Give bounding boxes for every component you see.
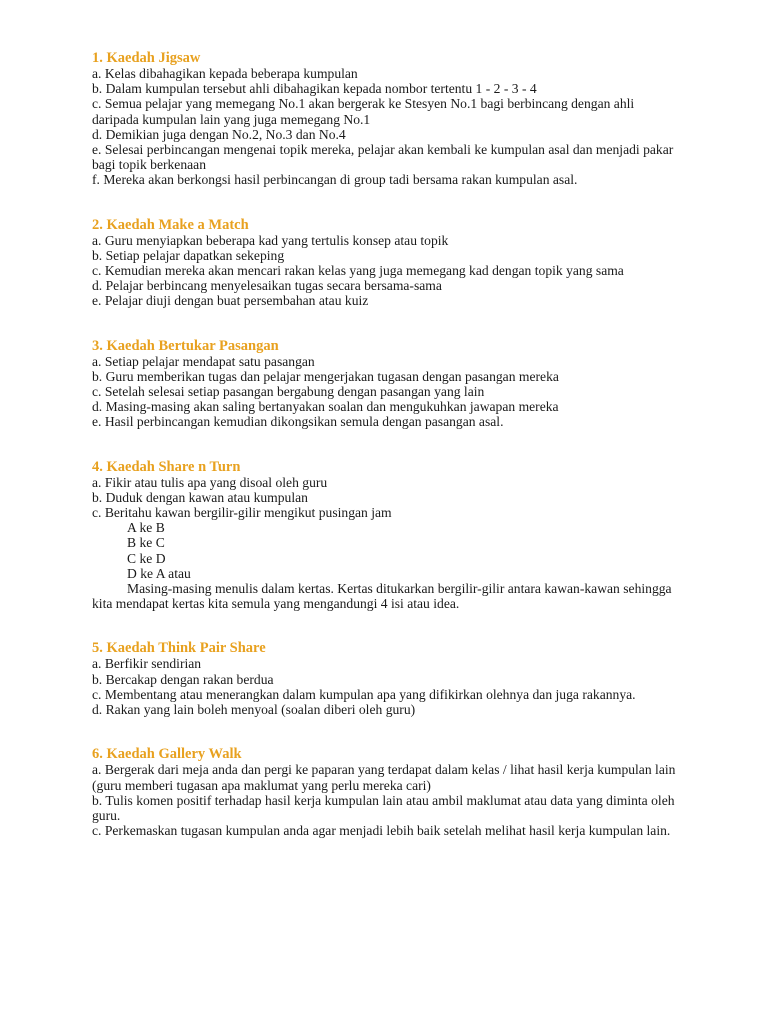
list-item: c. Perkemaskan tugasan kumpulan anda agar menjadi lebih baik setelah melihat hasil kerja kumpulan lain.: [92, 823, 671, 839]
section-heading: 6. Kaedah Gallery Walk: [92, 746, 242, 763]
list-item: c. Beritahu kawan bergilir-gilir mengikut pusingan jam: [92, 505, 392, 521]
list-item: b. Dalam kumpulan tersebut ahli dibahagikan kepada nombor tertentu 1 - 2 - 3 - 4: [92, 81, 537, 97]
list-item: a. Bergerak dari meja anda dan pergi ke paparan yang terdapat dalam kelas / lihat hasil kerja kumpulan lain (guru memberi tugasan apa maklumat yang perlu mereka cari): [92, 762, 676, 793]
list-item: b. Duduk dengan kawan atau kumpulan: [92, 489, 308, 505]
list-item: f. Mereka akan berkongsi hasil perbincangan di group tadi bersama rakan kumpulan asal.: [92, 172, 578, 188]
list-item: e. Pelajar diuji dengan buat persembahan atau kuiz: [92, 293, 369, 309]
section-make-a-match: [92, 217, 682, 309]
list-item: e. Selesai perbincangan mengenai topik mereka, pelajar akan kembali ke kumpulan asal dan menjadi pakar bagi topik berkenaan: [92, 142, 674, 173]
section-jigsaw: [92, 50, 682, 188]
list-item: d. Rakan yang lain boleh menyoal (soalan diberi oleh guru): [92, 702, 416, 718]
section-bertukar-pasangan: [92, 338, 682, 430]
section-heading: 4. Kaedah Share n Turn: [92, 458, 241, 475]
list-item: b. Tulis komen positif terhadap hasil kerja kumpulan lain atau ambil maklumat atau data yang diminta oleh guru.: [92, 792, 675, 823]
list-item: a. Setiap pelajar mendapat satu pasangan: [92, 353, 315, 369]
list-item: a. Guru menyiapkan beberapa kad yang tertulis konsep atau topik: [92, 232, 449, 248]
section-heading: 5. Kaedah Think Pair Share: [92, 640, 266, 657]
section-heading: 1. Kaedah Jigsaw: [92, 50, 201, 66]
list-item: a. Kelas dibahagikan kepada beberapa kumpulan: [92, 66, 358, 81]
rotation-step: C ke D: [127, 550, 166, 566]
list-item: c. Membentang atau menerangkan dalam kumpulan apa yang difikirkan olehnya dan juga rakannya.: [92, 686, 636, 702]
list-item: d. Pelajar berbincang menyelesaikan tugas secara bersama-sama: [92, 278, 442, 294]
list-item: c. Setelah selesai setiap pasangan bergabung dengan pasangan yang lain: [92, 384, 485, 400]
rotation-step: D ke A atau: [127, 565, 191, 581]
document-content: [92, 50, 682, 867]
list-item: b. Guru memberikan tugas dan pelajar mengerjakan tugasan dengan pasangan mereka: [92, 368, 559, 384]
list-item: c. Kemudian mereka akan mencari rakan kelas yang juga memegang kad dengan topik yang sama: [92, 263, 624, 279]
list-item: a. Berfikir sendirian: [92, 656, 202, 672]
section-heading: 3. Kaedah Bertukar Pasangan: [92, 337, 279, 354]
rotation-step: B ke C: [127, 535, 165, 551]
list-item: b. Bercakap dengan rakan berdua: [92, 671, 274, 687]
section-think-pair-share: [92, 640, 682, 717]
list-item: c. Semua pelajar yang memegang No.1 akan bergerak ke Stesyen No.1 bagi berbincang dengan ahli daripada kumpulan lain yang juga memegang No.1: [92, 96, 635, 127]
list-item: e. Hasil perbincangan kemudian dikongsikan semula dengan pasangan asal.: [92, 414, 504, 430]
list-item: b. Setiap pelajar dapatkan sekeping: [92, 247, 285, 263]
section-share-n-turn: [92, 459, 682, 612]
section-heading: 2. Kaedah Make a Match: [92, 216, 249, 233]
list-item: d. Masing-masing akan saling bertanyakan soalan dan mengukuhkan jawapan mereka: [92, 399, 559, 415]
list-item: d. Demikian juga dengan No.2, No.3 dan No.4: [92, 126, 346, 142]
section-gallery-walk: [92, 746, 682, 838]
rotation-step: A ke B: [127, 520, 165, 536]
list-item: a. Fikir atau tulis apa yang disoal oleh guru: [92, 474, 328, 490]
explanation-paragraph: Masing-masing menulis dalam kertas. Kertas ditukarkan bergilir-gilir antara kawan-kawan sehingga kita mendapat kertas kita semula yang mengandungi 4 isi atau idea.: [92, 581, 672, 612]
